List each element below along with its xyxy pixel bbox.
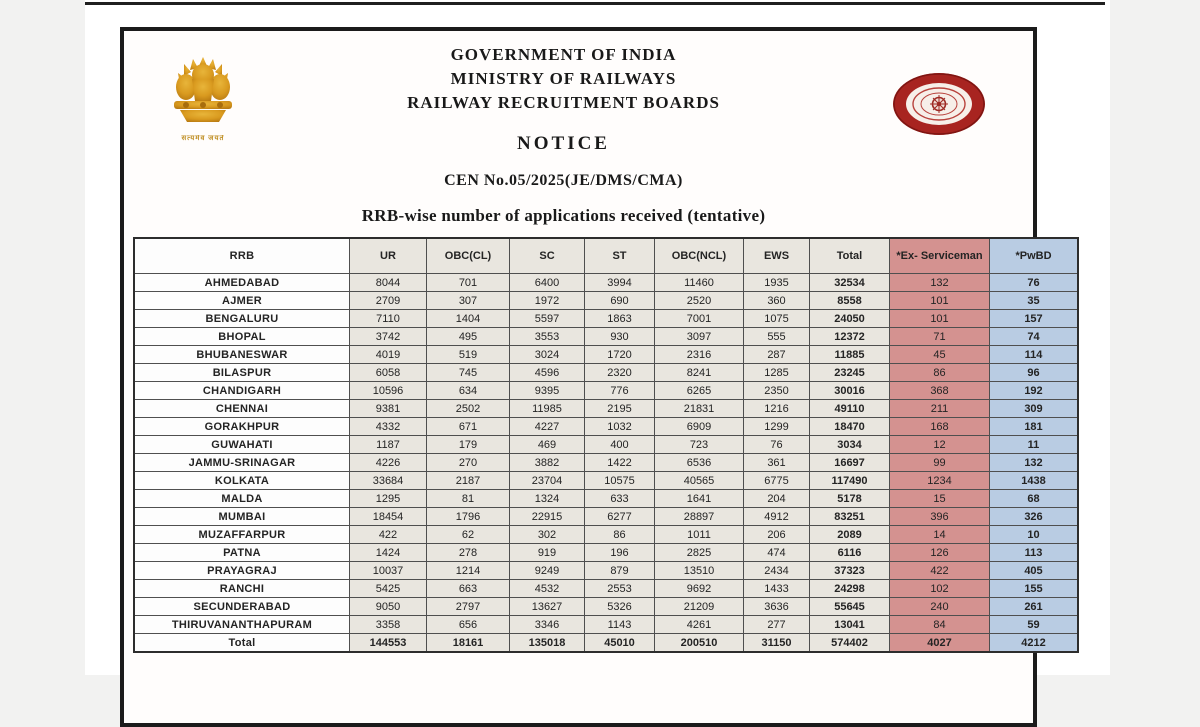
column-header-ur: UR: [350, 238, 427, 274]
value-cell: 21831: [655, 400, 744, 418]
value-cell: 4226: [350, 454, 427, 472]
value-cell: 3882: [510, 454, 585, 472]
table-row: [134, 400, 1078, 418]
value-cell: 326: [990, 508, 1079, 526]
value-cell: 6400: [510, 274, 585, 292]
value-cell: 35: [990, 292, 1079, 310]
value-cell: 555: [744, 328, 810, 346]
value-cell: 37323: [810, 562, 890, 580]
table-header-row: [134, 238, 1078, 274]
value-cell: 45010: [585, 634, 655, 653]
value-cell: 117490: [810, 472, 890, 490]
value-cell: 1641: [655, 490, 744, 508]
column-header-obc-cl: OBC(CL): [427, 238, 510, 274]
table-row: [134, 346, 1078, 364]
table-row: [134, 418, 1078, 436]
value-cell: 12: [890, 436, 990, 454]
value-cell: 157: [990, 310, 1079, 328]
column-header-st: ST: [585, 238, 655, 274]
notice-frame: [120, 27, 1052, 727]
rrb-name-cell: BILASPUR: [134, 364, 350, 382]
value-cell: 22915: [510, 508, 585, 526]
table-row: [134, 544, 1078, 562]
value-cell: 31150: [744, 634, 810, 653]
value-cell: 3097: [655, 328, 744, 346]
value-cell: 474: [744, 544, 810, 562]
value-cell: 9050: [350, 598, 427, 616]
value-cell: 3994: [585, 274, 655, 292]
column-header-pwbd: *PwBD: [990, 238, 1079, 274]
value-cell: 9692: [655, 580, 744, 598]
value-cell: 18161: [427, 634, 510, 653]
value-cell: 3742: [350, 328, 427, 346]
value-cell: 1234: [890, 472, 990, 490]
rrb-name-cell: MUZAFFARPUR: [134, 526, 350, 544]
applications-table: [133, 237, 1079, 653]
total-label-cell: Total: [134, 634, 350, 653]
value-cell: 6277: [585, 508, 655, 526]
value-cell: 701: [427, 274, 510, 292]
value-cell: 2316: [655, 346, 744, 364]
table-row: [134, 580, 1078, 598]
rrb-name-cell: MUMBAI: [134, 508, 350, 526]
title-government-of-india: GOVERNMENT OF INDIA: [450, 45, 677, 64]
value-cell: 10575: [585, 472, 655, 490]
value-cell: 1424: [350, 544, 427, 562]
value-cell: 2709: [350, 292, 427, 310]
table-row: [134, 310, 1078, 328]
rrb-name-cell: RANCHI: [134, 580, 350, 598]
table-row: [134, 598, 1078, 616]
value-cell: 181: [990, 418, 1079, 436]
value-cell: 6536: [655, 454, 744, 472]
value-cell: 3024: [510, 346, 585, 364]
value-cell: 5326: [585, 598, 655, 616]
table-row: [134, 472, 1078, 490]
table-row: [134, 292, 1078, 310]
value-cell: 270: [427, 454, 510, 472]
value-cell: 745: [427, 364, 510, 382]
value-cell: 74: [990, 328, 1079, 346]
value-cell: 690: [585, 292, 655, 310]
rrb-name-cell: BHOPAL: [134, 328, 350, 346]
value-cell: 32534: [810, 274, 890, 292]
value-cell: 361: [744, 454, 810, 472]
value-cell: 4912: [744, 508, 810, 526]
value-cell: 1032: [585, 418, 655, 436]
masthead-titles: [124, 43, 1003, 227]
title-ministry-of-railways: MINISTRY OF RAILWAYS: [450, 69, 677, 88]
value-cell: 2520: [655, 292, 744, 310]
rrb-name-cell: BENGALURU: [134, 310, 350, 328]
value-cell: 24298: [810, 580, 890, 598]
value-cell: 200510: [655, 634, 744, 653]
value-cell: 1324: [510, 490, 585, 508]
value-cell: 7001: [655, 310, 744, 328]
value-cell: 1214: [427, 562, 510, 580]
table-row: [134, 328, 1078, 346]
emblem-caption: सत्यमेव जयते: [181, 135, 225, 142]
value-cell: 309: [990, 400, 1079, 418]
rrb-name-cell: GORAKHPUR: [134, 418, 350, 436]
value-cell: 7110: [350, 310, 427, 328]
top-border-line: [85, 2, 1105, 5]
value-cell: 1143: [585, 616, 655, 634]
value-cell: 1863: [585, 310, 655, 328]
value-cell: 671: [427, 418, 510, 436]
value-cell: 1422: [585, 454, 655, 472]
document-page: [85, 0, 1110, 675]
value-cell: 6909: [655, 418, 744, 436]
value-cell: 11985: [510, 400, 585, 418]
rrb-name-cell: AHMEDABAD: [134, 274, 350, 292]
value-cell: 101: [890, 292, 990, 310]
value-cell: 204: [744, 490, 810, 508]
value-cell: 13627: [510, 598, 585, 616]
value-cell: 99: [890, 454, 990, 472]
value-cell: 919: [510, 544, 585, 562]
value-cell: 400: [585, 436, 655, 454]
rrb-name-cell: JAMMU-SRINAGAR: [134, 454, 350, 472]
column-header-sc: SC: [510, 238, 585, 274]
title-railway-recruitment-boards: RAILWAY RECRUITMENT BOARDS: [407, 93, 720, 112]
value-cell: 168: [890, 418, 990, 436]
value-cell: 1187: [350, 436, 427, 454]
value-cell: 18454: [350, 508, 427, 526]
value-cell: 10037: [350, 562, 427, 580]
value-cell: 8044: [350, 274, 427, 292]
value-cell: 3034: [810, 436, 890, 454]
value-cell: 302: [510, 526, 585, 544]
rrb-name-cell: THIRUVANANTHAPURAM: [134, 616, 350, 634]
rrb-name-cell: CHENNAI: [134, 400, 350, 418]
value-cell: 76: [744, 436, 810, 454]
value-cell: 155: [990, 580, 1079, 598]
rrb-name-cell: AJMER: [134, 292, 350, 310]
table-row: [134, 616, 1078, 634]
value-cell: 86: [890, 364, 990, 382]
value-cell: 4019: [350, 346, 427, 364]
value-cell: 9249: [510, 562, 585, 580]
value-cell: 1438: [990, 472, 1079, 490]
notice-heading: NOTICE: [517, 133, 610, 154]
value-cell: 5597: [510, 310, 585, 328]
value-cell: 68: [990, 490, 1079, 508]
value-cell: 656: [427, 616, 510, 634]
rrb-name-cell: BHUBANESWAR: [134, 346, 350, 364]
value-cell: 206: [744, 526, 810, 544]
value-cell: 33684: [350, 472, 427, 490]
value-cell: 6775: [744, 472, 810, 490]
column-header-ews: EWS: [744, 238, 810, 274]
value-cell: 368: [890, 382, 990, 400]
value-cell: 519: [427, 346, 510, 364]
value-cell: 663: [427, 580, 510, 598]
value-cell: 1295: [350, 490, 427, 508]
value-cell: 422: [350, 526, 427, 544]
value-cell: 81: [427, 490, 510, 508]
value-cell: 1285: [744, 364, 810, 382]
value-cell: 211: [890, 400, 990, 418]
value-cell: 4532: [510, 580, 585, 598]
value-cell: 132: [990, 454, 1079, 472]
value-cell: 9381: [350, 400, 427, 418]
value-cell: 126: [890, 544, 990, 562]
value-cell: 40565: [655, 472, 744, 490]
table-row: [134, 382, 1078, 400]
value-cell: 55645: [810, 598, 890, 616]
value-cell: 45: [890, 346, 990, 364]
value-cell: 13510: [655, 562, 744, 580]
value-cell: 469: [510, 436, 585, 454]
table-row: [134, 562, 1078, 580]
column-header-total: Total: [810, 238, 890, 274]
value-cell: 23245: [810, 364, 890, 382]
value-cell: 4212: [990, 634, 1079, 653]
value-cell: 15: [890, 490, 990, 508]
value-cell: 240: [890, 598, 990, 616]
rrb-name-cell: CHANDIGARH: [134, 382, 350, 400]
column-header-obc-ncl: OBC(NCL): [655, 238, 744, 274]
rrb-name-cell: PRAYAGRAJ: [134, 562, 350, 580]
value-cell: 2320: [585, 364, 655, 382]
rrb-name-cell: GUWAHATI: [134, 436, 350, 454]
value-cell: 18470: [810, 418, 890, 436]
value-cell: 102: [890, 580, 990, 598]
value-cell: 23704: [510, 472, 585, 490]
value-cell: 11885: [810, 346, 890, 364]
table-row: [134, 436, 1078, 454]
value-cell: 776: [585, 382, 655, 400]
value-cell: 4261: [655, 616, 744, 634]
value-cell: 3358: [350, 616, 427, 634]
column-header-ex-serviceman: *Ex- Serviceman: [890, 238, 990, 274]
value-cell: 1299: [744, 418, 810, 436]
value-cell: 11460: [655, 274, 744, 292]
value-cell: 12372: [810, 328, 890, 346]
rrb-name-cell: SECUNDERABAD: [134, 598, 350, 616]
value-cell: 14: [890, 526, 990, 544]
value-cell: 76: [990, 274, 1079, 292]
table-row: [134, 274, 1078, 292]
value-cell: 1935: [744, 274, 810, 292]
value-cell: 144553: [350, 634, 427, 653]
value-cell: 1972: [510, 292, 585, 310]
table-row: [134, 454, 1078, 472]
value-cell: 59: [990, 616, 1079, 634]
value-cell: 4027: [890, 634, 990, 653]
value-cell: 11: [990, 436, 1079, 454]
value-cell: 24050: [810, 310, 890, 328]
value-cell: 1720: [585, 346, 655, 364]
table-row: [134, 364, 1078, 382]
value-cell: 5178: [810, 490, 890, 508]
value-cell: 62: [427, 526, 510, 544]
value-cell: 422: [890, 562, 990, 580]
rrb-name-cell: KOLKATA: [134, 472, 350, 490]
value-cell: 4227: [510, 418, 585, 436]
value-cell: 1796: [427, 508, 510, 526]
total-row: [134, 634, 1078, 653]
value-cell: 84: [890, 616, 990, 634]
rrb-name-cell: MALDA: [134, 490, 350, 508]
value-cell: 2825: [655, 544, 744, 562]
table-body: [134, 274, 1078, 653]
value-cell: 2350: [744, 382, 810, 400]
value-cell: 86: [585, 526, 655, 544]
value-cell: 879: [585, 562, 655, 580]
value-cell: 1216: [744, 400, 810, 418]
value-cell: 6058: [350, 364, 427, 382]
value-cell: 3636: [744, 598, 810, 616]
value-cell: 4332: [350, 418, 427, 436]
value-cell: 10596: [350, 382, 427, 400]
table-title: RRB-wise number of applications received (tentative): [361, 206, 766, 225]
value-cell: 2797: [427, 598, 510, 616]
value-cell: 9395: [510, 382, 585, 400]
value-cell: 8558: [810, 292, 890, 310]
value-cell: 2502: [427, 400, 510, 418]
value-cell: 2089: [810, 526, 890, 544]
value-cell: 2187: [427, 472, 510, 490]
value-cell: 5425: [350, 580, 427, 598]
value-cell: 10: [990, 526, 1079, 544]
table-row: [134, 508, 1078, 526]
value-cell: 28897: [655, 508, 744, 526]
value-cell: 723: [655, 436, 744, 454]
rrb-name-cell: PATNA: [134, 544, 350, 562]
value-cell: 287: [744, 346, 810, 364]
value-cell: 1433: [744, 580, 810, 598]
value-cell: 2434: [744, 562, 810, 580]
table-row: [134, 490, 1078, 508]
value-cell: 360: [744, 292, 810, 310]
value-cell: 192: [990, 382, 1079, 400]
value-cell: 114: [990, 346, 1079, 364]
value-cell: 16697: [810, 454, 890, 472]
value-cell: 13041: [810, 616, 890, 634]
value-cell: 135018: [510, 634, 585, 653]
cen-number: CEN No.05/2025(JE/DMS/CMA): [444, 172, 683, 189]
value-cell: 495: [427, 328, 510, 346]
value-cell: 49110: [810, 400, 890, 418]
value-cell: 3346: [510, 616, 585, 634]
value-cell: 71: [890, 328, 990, 346]
value-cell: 6265: [655, 382, 744, 400]
value-cell: 405: [990, 562, 1079, 580]
value-cell: 307: [427, 292, 510, 310]
value-cell: 101: [890, 310, 990, 328]
value-cell: 4596: [510, 364, 585, 382]
value-cell: 634: [427, 382, 510, 400]
value-cell: 261: [990, 598, 1079, 616]
value-cell: 2195: [585, 400, 655, 418]
value-cell: 30016: [810, 382, 890, 400]
value-cell: 2553: [585, 580, 655, 598]
table-row: [134, 526, 1078, 544]
value-cell: 1011: [655, 526, 744, 544]
value-cell: 277: [744, 616, 810, 634]
value-cell: 132: [890, 274, 990, 292]
value-cell: 113: [990, 544, 1079, 562]
value-cell: 196: [585, 544, 655, 562]
value-cell: 96: [990, 364, 1079, 382]
value-cell: 930: [585, 328, 655, 346]
value-cell: 1404: [427, 310, 510, 328]
value-cell: 3553: [510, 328, 585, 346]
value-cell: 83251: [810, 508, 890, 526]
value-cell: 1075: [744, 310, 810, 328]
value-cell: 633: [585, 490, 655, 508]
value-cell: 396: [890, 508, 990, 526]
value-cell: 21209: [655, 598, 744, 616]
value-cell: 6116: [810, 544, 890, 562]
value-cell: 8241: [655, 364, 744, 382]
value-cell: 278: [427, 544, 510, 562]
value-cell: 179: [427, 436, 510, 454]
column-header-rrb: RRB: [134, 238, 350, 274]
value-cell: 574402: [810, 634, 890, 653]
